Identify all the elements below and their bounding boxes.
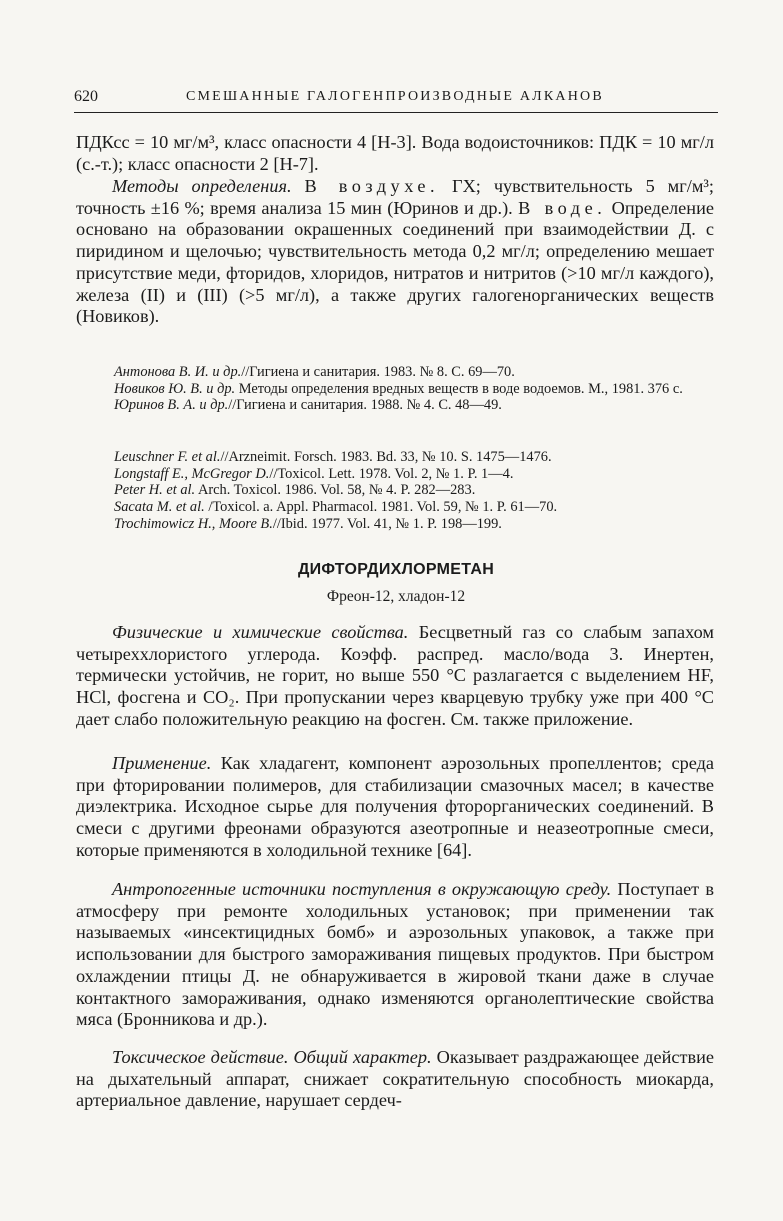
reference-item: Leuschner F. et al.//Arzneimit. Forsch. 1983. Bd. 33, № 10. S. 1475—1476. (114, 449, 552, 465)
reference-item: Peter H. et al. Arch. Toxicol. 1986. Vol. 58, № 4. P. 282—283. (114, 482, 476, 499)
toxic-label: Токсическое действие. Общий характер. (112, 1047, 432, 1067)
page-number: 620 (74, 88, 98, 105)
references-en (76, 449, 716, 533)
properties-text: Бесцветный газ со слабым запахом четыреххлористого углерода. Коэфф. распред. масло/вода 3. Инертен, термически устойчив, не горит, но выше 550 °С разлагается с выделением HF, HCl, фосгена и CO₂. При пропускании через кварцевую трубку уже при 400 °С дает слабо положительную реакцию на фосген. См. также приложение. (76, 622, 714, 729)
reference-item: Новиков Ю. В. и др. Методы определения вредных веществ в воде водоемов. М., 1981. 376 с. (114, 380, 683, 397)
properties-paragraph (76, 622, 714, 731)
methods-paragraph (76, 176, 714, 328)
reference-item: Юринов В. А. и др.//Гигиена и санитария. 1988. № 4. С. 48—49. (114, 397, 502, 414)
section-subtitle: Фреон-12, хладон-12 (326, 588, 466, 605)
references-ru (76, 364, 716, 414)
application-text: Как хладагент, компонент аэрозольных пропеллентов; среда при фторировании полимеров, для стабилизации смазочных масел; в качестве диэлектрика. Исходное сырье для получения фторорганических соединений. В смеси с другими фреонами образуются азеотропные и неазеотропные смеси, которые применяются в холодильной технике [64]. (76, 753, 714, 860)
sources-paragraph (76, 879, 714, 1031)
air-label: В воздухе. (304, 176, 440, 196)
section-title: ДИФТОРДИХЛОРМЕТАН (297, 561, 495, 578)
application-paragraph (76, 753, 714, 862)
sources-text: Поступает в атмосферу при ремонте холодильных установок; при применении так называемых «инсектицидных бомб» и аэрозольных упаковок, а также при использовании для быстрого замораживания пищевых продуктов. При быстром охлаждении птицы Д. не обнаруживается в жировой ткани даже в случае контактного замораживания, однако изменяются органолептические свойства мяса (Бронникова и др.). (76, 879, 714, 1030)
mac-paragraph: ПДКсс = 10 мг/м³, класс опасности 4 [Н-3]. Вода водоисточников: ПДК = 10 мг/л (с.-т.); класс опасности 2 [Н-7]. (76, 132, 714, 174)
running-title: СМЕШАННЫЕ ГАЛОГЕНПРОИЗВОДНЫЕ АЛКАНОВ (186, 89, 604, 104)
reference-item: Longstaff E., McGregor D.//Toxicol. Lett. 1978. Vol. 2, № 1. P. 1—4. (114, 465, 514, 482)
reference-item: Антонова В. И. и др.//Гигиена и санитария. 1983. № 8. С. 69—70. (114, 364, 515, 380)
reference-item: Sacata M. et al. /Toxicol. a. Appl. Pharmacol. 1981. Vol. 59, № 1. P. 61—70. (114, 499, 558, 516)
running-header (74, 86, 718, 113)
reference-item: Trochimowicz H., Moore B.//Ibid. 1977. Vol. 41, № 1. P. 198—199. (114, 515, 502, 532)
properties-label: Физические и химические свойства. (112, 622, 409, 642)
water-label: В воде. (518, 197, 607, 218)
application-label: Применение. (112, 753, 212, 773)
toxic-text: Оказывает раздражающее действие на дыхательный аппарат, снижает сократительную способность миокарда, артериальное давление, нарушает сердеч- (76, 1047, 715, 1111)
sources-label: Антропогенные источники поступления в окружающую среду. (112, 879, 612, 899)
water-text: Определение основано на образовании окрашенных соединений при взаимодействии Д. с пиридином и щелочью; чувствительность метода 0,2 мг/л; определению мешает присутствие меди, фторидов, хлоридов, нитратов и нитритов (>10 мг/л каждого), железа (II) и (III) (>5 мг/л), а также других галогенорганических веществ (Новиков). (76, 197, 714, 327)
methods-label: Методы определения. (112, 176, 292, 196)
toxic-paragraph (76, 1047, 714, 1112)
air-text: ГХ; чувствительность 5 мг/м³; точность ±16 %; время анализа 15 мин (Юринов и др.). (76, 176, 714, 218)
